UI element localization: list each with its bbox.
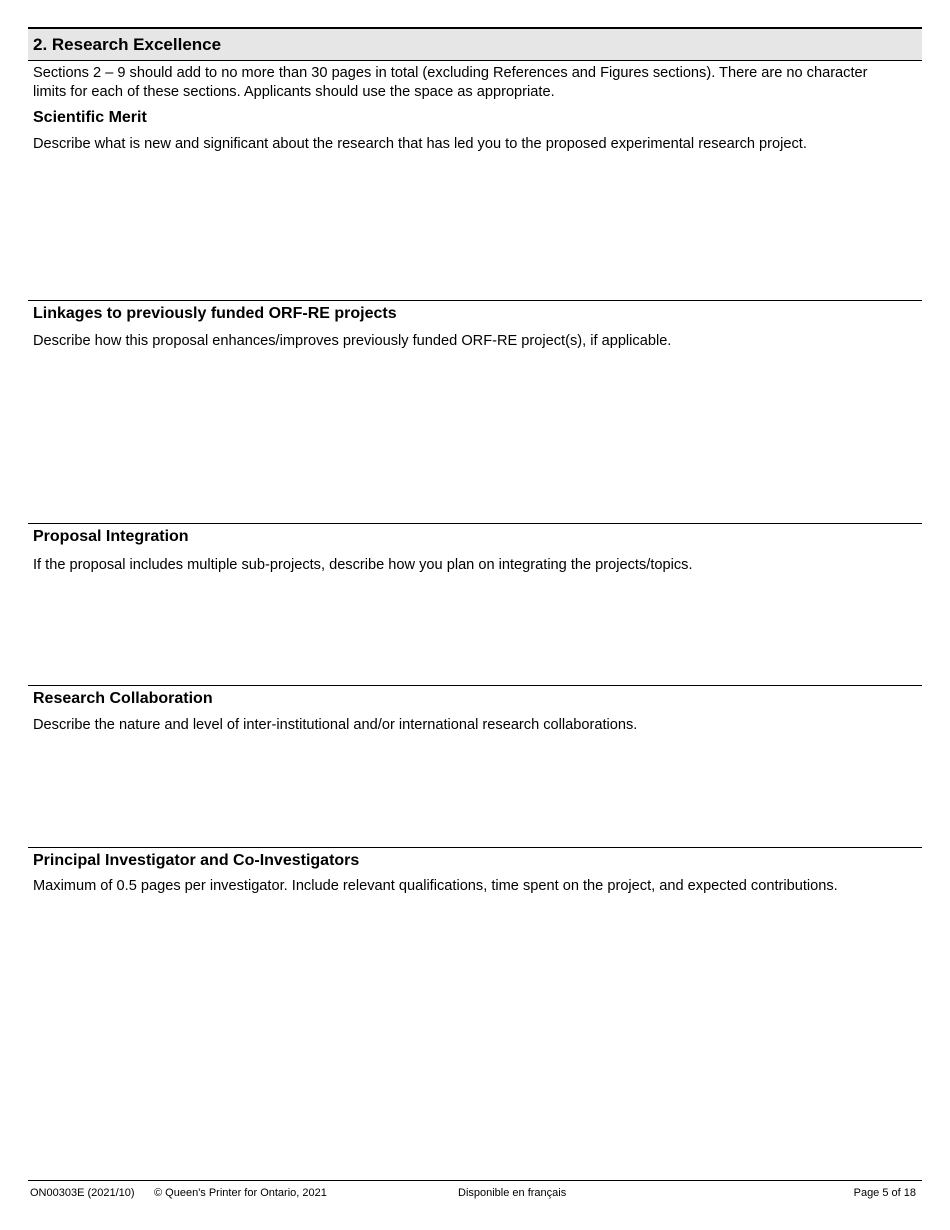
section-intro: Sections 2 – 9 should add to no more than 30 pages in total (excluding References and Figures sections). There are no character limits for each of these sections. Applicants should use the space as appropriate. (33, 65, 868, 100)
principal-investigator-answer-field[interactable] (33, 900, 917, 1174)
subsection-scientific-merit (28, 105, 922, 300)
subsection-principal-investigator (28, 847, 922, 1178)
subsection-description: Describe the nature and level of inter-institutional and/or international research collaborations. (33, 717, 638, 733)
subsection-heading: Research Collaboration (33, 690, 213, 707)
subsection-research-collaboration (28, 685, 922, 848)
subsection-heading: Linkages to previously funded ORF-RE projects (33, 305, 397, 322)
proposal-integration-answer-field[interactable] (33, 579, 917, 682)
subsection-linkages (28, 300, 922, 524)
scientific-merit-answer-field[interactable] (33, 157, 917, 297)
form-number: ON00303E (2021/10) (30, 1187, 135, 1199)
subsection-proposal-integration (28, 523, 922, 686)
subsection-description: Describe what is new and significant about the research that has led you to the proposed experimental research project. (33, 136, 807, 152)
subsection-heading: Scientific Merit (33, 109, 147, 126)
research-collaboration-answer-field[interactable] (33, 740, 917, 844)
page-footer (28, 1180, 922, 1203)
section-title: 2. Research Excellence (33, 35, 222, 54)
subsection-heading: Proposal Integration (33, 528, 189, 545)
subsection-description: If the proposal includes multiple sub-projects, describe how you plan on integrating the projects/topics. (33, 557, 693, 573)
french-availability: Disponible en français (458, 1187, 567, 1199)
form-page (28, 0, 922, 1230)
subsection-description: Describe how this proposal enhances/improves previously funded ORF-RE project(s), if applicable. (33, 333, 672, 349)
subsection-description: Maximum of 0.5 pages per investigator. Include relevant qualifications, time spent on the project, and expected contributions. (33, 878, 838, 894)
subsection-heading: Principal Investigator and Co-Investigators (33, 852, 360, 869)
linkages-answer-field[interactable] (33, 355, 917, 520)
section-header (28, 27, 922, 61)
copyright-notice: © Queen's Printer for Ontario, 2021 (154, 1187, 327, 1199)
page-number: Page 5 of 18 (853, 1187, 916, 1199)
